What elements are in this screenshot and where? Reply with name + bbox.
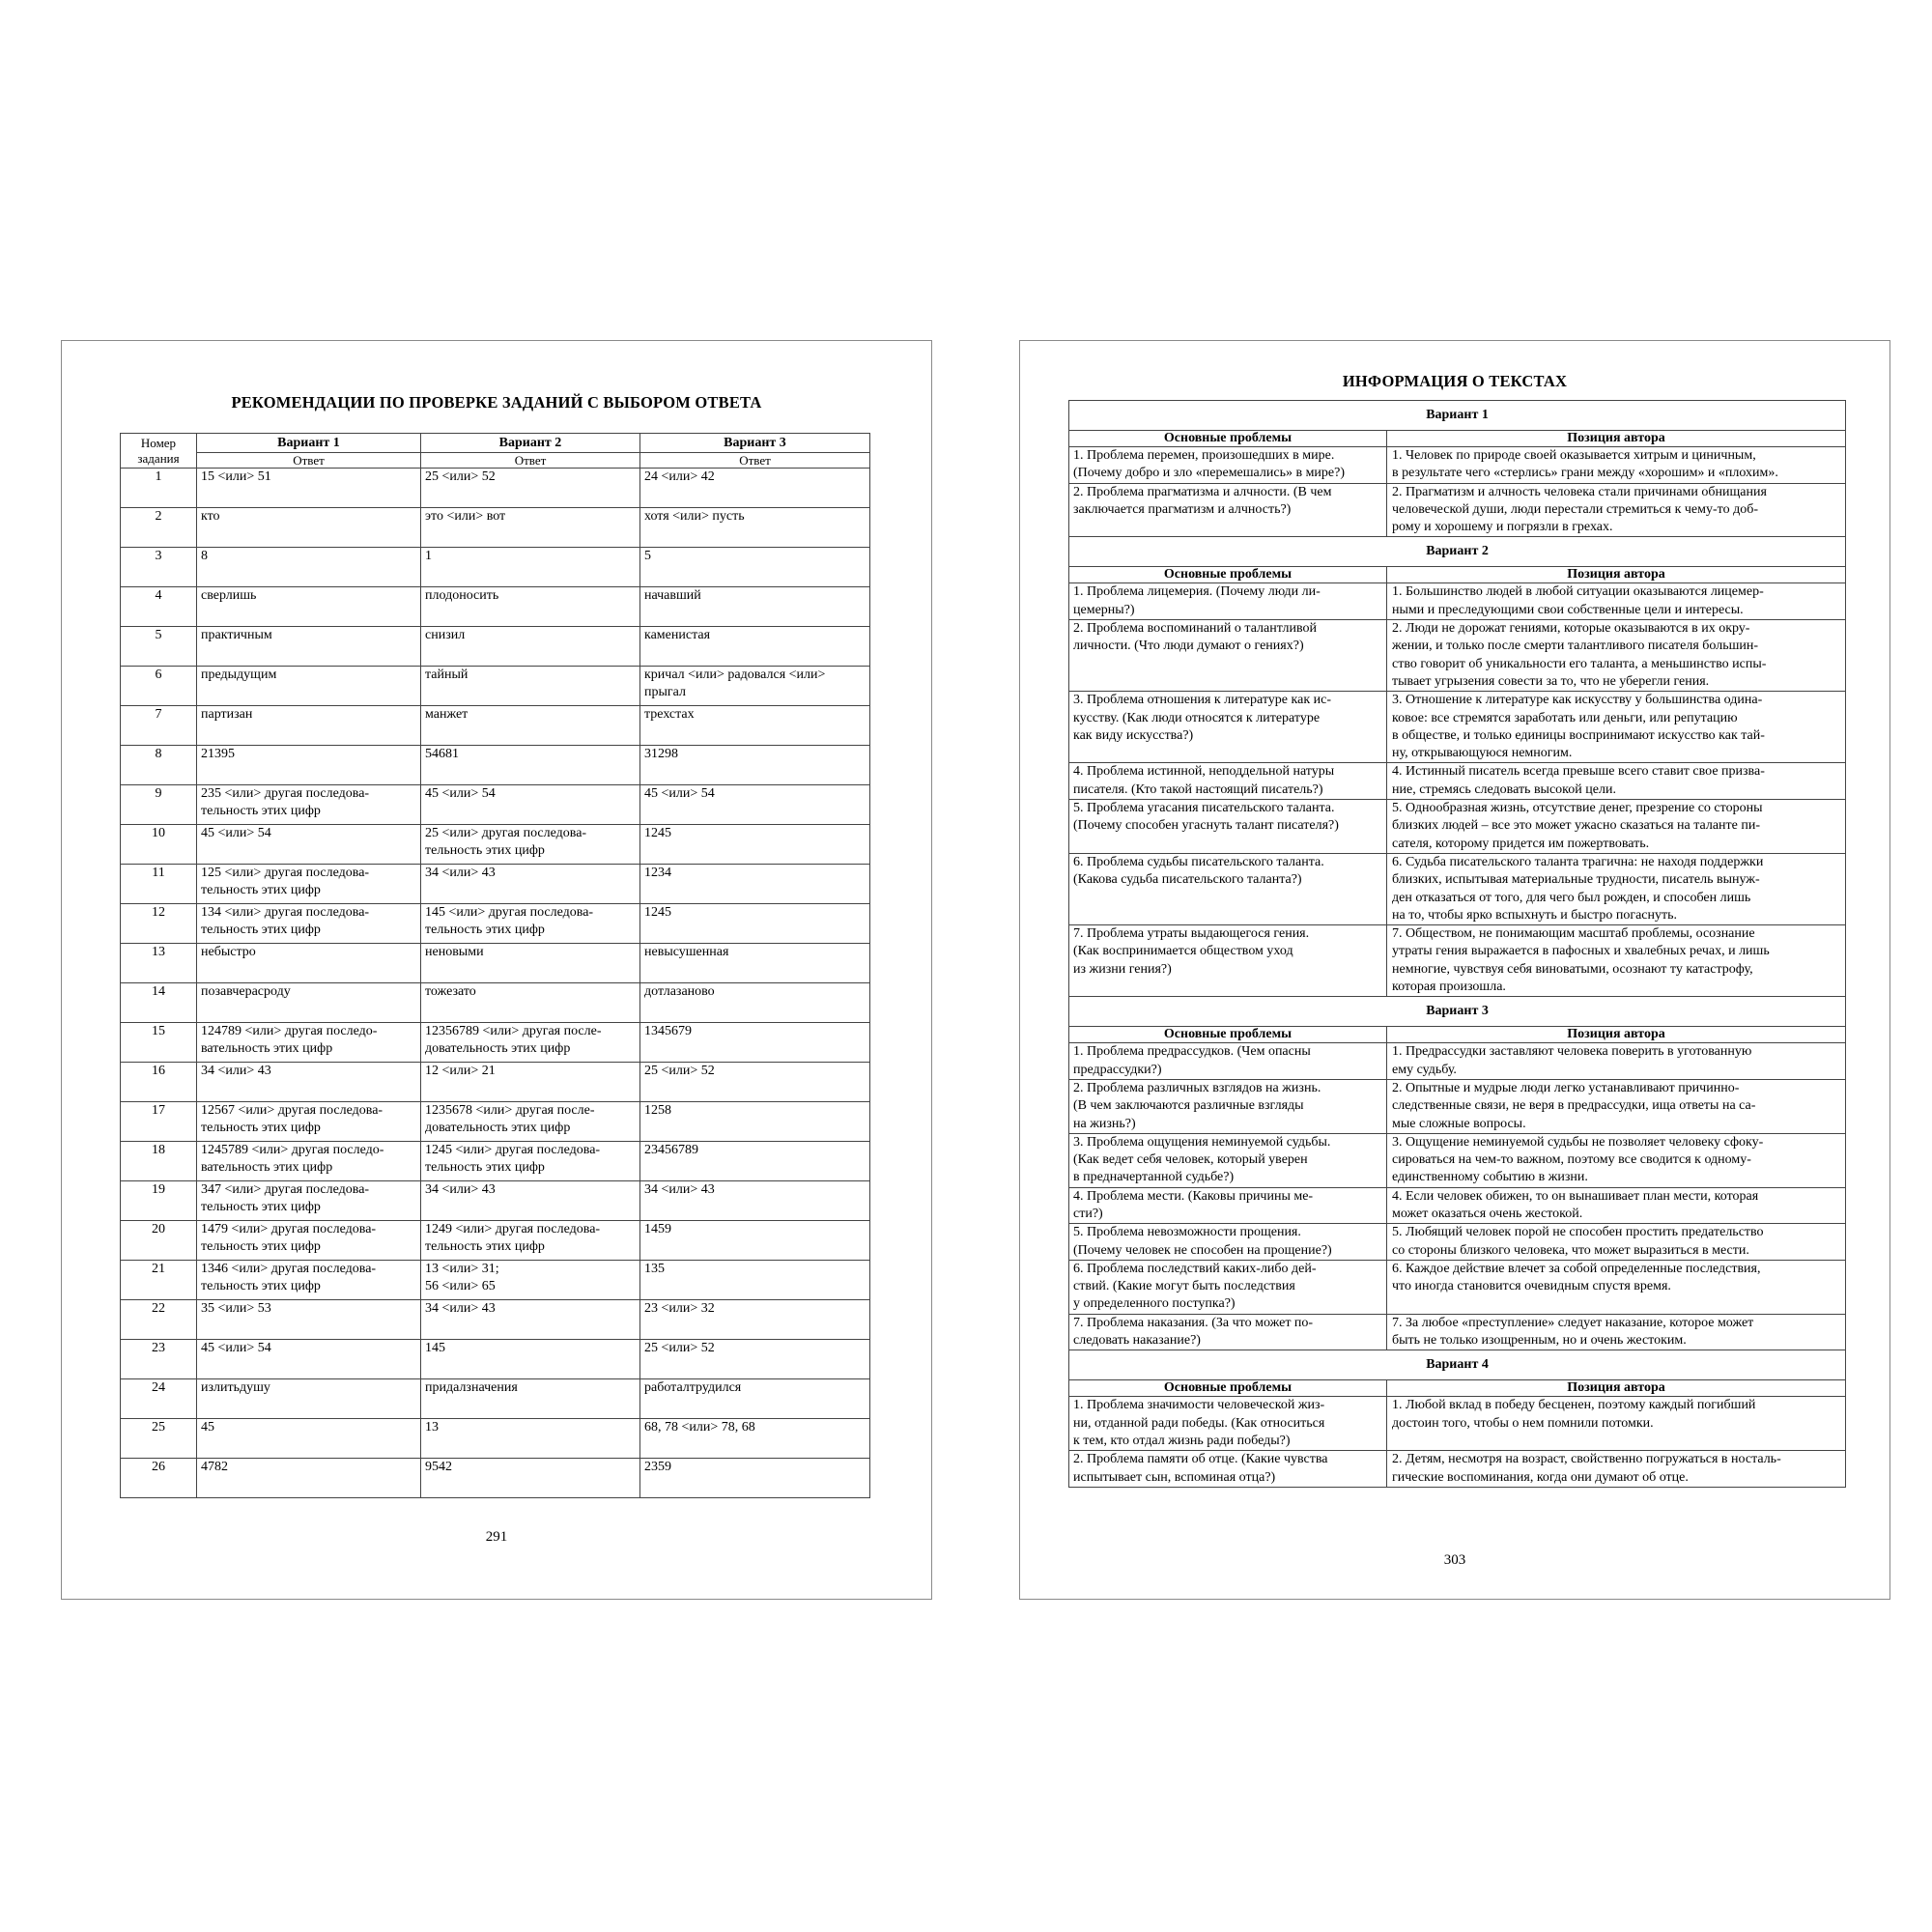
variant-title-row — [1069, 997, 1846, 1027]
table-row — [121, 865, 870, 904]
column-header-problems: Основные проблемы — [1069, 1027, 1387, 1043]
table-row — [1069, 853, 1846, 924]
task-number: 2 — [121, 508, 197, 548]
answer-cell-variant-3: 23 <или> 32 — [640, 1300, 870, 1340]
problem-cell: 5. Проблема угасания писательского таланта. (Почему способен угаснуть талант писателя?) — [1069, 800, 1387, 854]
answer-cell-variant-1: 34 <или> 43 — [197, 1063, 421, 1102]
table-row — [1069, 483, 1846, 537]
left-page — [61, 340, 932, 1600]
problem-cell: 2. Проблема памяти об отце. (Какие чувства испытывает сын, вспоминая отца?) — [1069, 1451, 1387, 1488]
table-row — [121, 1142, 870, 1181]
column-header-position: Позиция автора — [1387, 1380, 1846, 1397]
answer-cell-variant-2: 34 <или> 43 — [421, 1300, 640, 1340]
table-row — [121, 587, 870, 627]
task-number: 11 — [121, 865, 197, 904]
answer-cell-variant-3: кричал <или> радовался <или> прыгал — [640, 667, 870, 706]
answer-cell-variant-1: 15 <или> 51 — [197, 469, 421, 508]
author-position-cell: 6. Каждое действие влечет за собой определенные последствия, что иногда становится очевидным спустя время. — [1387, 1260, 1846, 1314]
task-number: 15 — [121, 1023, 197, 1063]
answer-cell-variant-1: 1346 <или> другая последова-тельность этих цифр — [197, 1261, 421, 1300]
table-row — [121, 983, 870, 1023]
author-position-cell: 2. Прагматизм и алчность человека стали причинами обнищания человеческой души, люди перестали стремиться к чему-то доб- рому и хорошему и погрязли в грехах. — [1387, 483, 1846, 537]
author-position-cell: 5. Однообразная жизнь, отсутствие денег, презрение со стороны близких людей – все это может ужасно сказаться на таланте пи- сателя, которому придется им пожертвовать. — [1387, 800, 1846, 854]
answer-cell-variant-2: 34 <или> 43 — [421, 1181, 640, 1221]
author-position-cell: 1. Любой вклад в победу бесценен, поэтому каждый погибший достоин того, чтобы о нем помнили потомки. — [1387, 1397, 1846, 1451]
table-row — [1069, 763, 1846, 800]
problem-cell: 1. Проблема значимости человеческой жиз- ни, отданной ради победы. (Как относиться к тем, кто отдал жизнь ради победы?) — [1069, 1397, 1387, 1451]
column-header-row — [1069, 1380, 1846, 1397]
answer-cell-variant-1: 45 — [197, 1419, 421, 1459]
table-row — [1069, 800, 1846, 854]
task-number: 17 — [121, 1102, 197, 1142]
problem-cell: 6. Проблема судьбы писательского таланта. (Какова судьба писательского таланта?) — [1069, 853, 1387, 924]
answer-cell-variant-2: 13 <или> 31; 56 <или> 65 — [421, 1261, 640, 1300]
problem-cell: 6. Проблема последствий каких-либо дей- ствий. (Какие могут быть последствия у определенного поступка?) — [1069, 1260, 1387, 1314]
answer-cell-variant-1: 8 — [197, 548, 421, 587]
column-header-row — [1069, 1027, 1846, 1043]
task-number: 7 — [121, 706, 197, 746]
answer-cell-variant-2: тожезато — [421, 983, 640, 1023]
answer-cell-variant-3: начавший — [640, 587, 870, 627]
answer-cell-variant-3: работалтрудился — [640, 1379, 870, 1419]
variant-title: Вариант 1 — [1069, 401, 1846, 431]
answer-cell-variant-1: практичным — [197, 627, 421, 667]
task-number: 3 — [121, 548, 197, 587]
table-row — [121, 1102, 870, 1142]
answer-cell-variant-2: 12 <или> 21 — [421, 1063, 640, 1102]
task-number: 10 — [121, 825, 197, 865]
task-number: 25 — [121, 1419, 197, 1459]
table-row — [1069, 1224, 1846, 1261]
answer-cell-variant-3: 68, 78 <или> 78, 68 — [640, 1419, 870, 1459]
answer-cell-variant-1: 1245789 <или> другая последо-вательность этих цифр — [197, 1142, 421, 1181]
answer-cell-variant-1: 21395 — [197, 746, 421, 785]
answer-cell-variant-3: 23456789 — [640, 1142, 870, 1181]
answer-cell-variant-3: 5 — [640, 548, 870, 587]
answer-cell-variant-1: 45 <или> 54 — [197, 825, 421, 865]
author-position-cell: 5. Любящий человек порой не способен простить предательство со стороны близкого человека, что может выразиться в мести. — [1387, 1224, 1846, 1261]
problem-cell: 2. Проблема воспоминаний о талантливой личности. (Что люди думают о гениях?) — [1069, 620, 1387, 692]
answer-cell-variant-3: 1234 — [640, 865, 870, 904]
answer-cell-variant-2: 54681 — [421, 746, 640, 785]
problem-cell: 3. Проблема отношения к литературе как ис- кусству. (Как люди относятся к литературе как виду искусства?) — [1069, 692, 1387, 763]
answer-cell-variant-3: 135 — [640, 1261, 870, 1300]
problem-cell: 3. Проблема ощущения неминуемой судьбы. (Как ведет себя человек, который уверен в предначертанной судьбе?) — [1069, 1133, 1387, 1187]
answer-cell-variant-2: 9542 — [421, 1459, 640, 1498]
header-answer: Ответ — [640, 453, 870, 469]
table-row — [121, 1379, 870, 1419]
problem-cell: 2. Проблема прагматизма и алчности. (В чем заключается прагматизм и алчность?) — [1069, 483, 1387, 537]
task-number: 13 — [121, 944, 197, 983]
answer-cell-variant-2: 1249 <или> другая последова-тельность этих цифр — [421, 1221, 640, 1261]
variant-title-row — [1069, 537, 1846, 567]
author-position-cell: 1. Предрассудки заставляют человека поверить в уготованную ему судьбу. — [1387, 1043, 1846, 1080]
problem-cell: 4. Проблема мести. (Каковы причины ме- сти?) — [1069, 1187, 1387, 1224]
author-position-cell: 3. Отношение к литературе как искусству у большинства одина- ковое: все стремятся заработать или деньги, или репутацию в обществе, и только единицы воспринимают искусство как тай- ну, открывающуюся немногим. — [1387, 692, 1846, 763]
answer-cell-variant-3: невысушенная — [640, 944, 870, 983]
author-position-cell: 4. Если человек обижен, то он вынашивает план мести, которая может оказаться очень жестокой. — [1387, 1187, 1846, 1224]
table-row — [121, 1340, 870, 1379]
author-position-cell: 4. Истинный писатель всегда превыше всего ставит свое призва- ние, стремясь следовать высокой цели. — [1387, 763, 1846, 800]
answer-cell-variant-1: 1479 <или> другая последова-тельность этих цифр — [197, 1221, 421, 1261]
table-row — [121, 825, 870, 865]
answer-cell-variant-1: 235 <или> другая последова-тельность этих цифр — [197, 785, 421, 825]
table-row — [121, 1300, 870, 1340]
task-number: 14 — [121, 983, 197, 1023]
answer-cell-variant-1: кто — [197, 508, 421, 548]
table-row — [121, 1221, 870, 1261]
answer-cell-variant-2: 1245 <или> другая последова-тельность этих цифр — [421, 1142, 640, 1181]
task-number: 9 — [121, 785, 197, 825]
answer-cell-variant-2: неновыми — [421, 944, 640, 983]
problem-cell: 4. Проблема истинной, неподдельной натуры писателя. (Кто такой настоящий писатель?) — [1069, 763, 1387, 800]
task-number: 12 — [121, 904, 197, 944]
answer-cell-variant-1: 35 <или> 53 — [197, 1300, 421, 1340]
column-header-row — [1069, 567, 1846, 583]
column-header-problems: Основные проблемы — [1069, 1380, 1387, 1397]
author-position-cell: 6. Судьба писательского таланта трагична: не находя поддержки близких, испытывая материальные трудности, писатель вынуж- ден отказаться от того, для чего был рожден, и способен лишь на то, чтобы ярко вспыхнуть и быстро погаснуть. — [1387, 853, 1846, 924]
problem-cell: 2. Проблема различных взглядов на жизнь. (В чем заключаются различные взгляды на жизнь?) — [1069, 1079, 1387, 1133]
table-row — [121, 944, 870, 983]
answer-cell-variant-1: 12567 <или> другая последова-тельность этих цифр — [197, 1102, 421, 1142]
answer-cell-variant-1: 347 <или> другая последова-тельность этих цифр — [197, 1181, 421, 1221]
table-row — [121, 785, 870, 825]
table-row — [121, 667, 870, 706]
variant-title-row — [1069, 401, 1846, 431]
answer-cell-variant-1: 124789 <или> другая последо-вательность этих цифр — [197, 1023, 421, 1063]
task-number: 20 — [121, 1221, 197, 1261]
answer-cell-variant-2: 34 <или> 43 — [421, 865, 640, 904]
answer-cell-variant-1: позавчерасроду — [197, 983, 421, 1023]
answer-cell-variant-2: манжет — [421, 706, 640, 746]
answer-cell-variant-2: плодоносить — [421, 587, 640, 627]
author-position-cell: 7. За любое «преступление» следует наказание, которое может быть не только изощренным, но и очень жестоким. — [1387, 1314, 1846, 1350]
header-task-number: Номер задания — [121, 434, 197, 469]
table-row — [1069, 1397, 1846, 1451]
author-position-cell: 1. Человек по природе своей оказывается хитрым и циничным, в результате чего «стерлись» грани между «хорошим» и «плохим». — [1387, 447, 1846, 484]
answer-cell-variant-2: это <или> вот — [421, 508, 640, 548]
table-row — [121, 1459, 870, 1498]
answer-cell-variant-2: снизил — [421, 627, 640, 667]
task-number: 19 — [121, 1181, 197, 1221]
header-variant-1: Вариант 1 — [197, 434, 421, 453]
table-row — [121, 1063, 870, 1102]
column-header-problems: Основные проблемы — [1069, 567, 1387, 583]
column-header-position: Позиция автора — [1387, 431, 1846, 447]
answer-cell-variant-3: 25 <или> 52 — [640, 1063, 870, 1102]
header-answer: Ответ — [197, 453, 421, 469]
variant-title: Вариант 2 — [1069, 537, 1846, 567]
answer-cell-variant-3: каменистая — [640, 627, 870, 667]
page-title: РЕКОМЕНДАЦИИ ПО ПРОВЕРКЕ ЗАДАНИЙ С ВЫБОРОМ ОТВЕТА — [231, 393, 762, 412]
table-row — [1069, 1187, 1846, 1224]
answer-cell-variant-2: 1 — [421, 548, 640, 587]
answer-cell-variant-2: 25 <или> 52 — [421, 469, 640, 508]
table-row — [1069, 1260, 1846, 1314]
author-position-cell: 2. Детям, несмотря на возраст, свойственно погружаться в носталь- гические воспоминания, когда они думают об отце. — [1387, 1451, 1846, 1488]
answer-cell-variant-3: 1245 — [640, 825, 870, 865]
answer-cell-variant-3: 1258 — [640, 1102, 870, 1142]
task-number: 23 — [121, 1340, 197, 1379]
task-number: 18 — [121, 1142, 197, 1181]
answer-cell-variant-1: 4782 — [197, 1459, 421, 1498]
table-row — [121, 548, 870, 587]
answer-cell-variant-1: предыдущим — [197, 667, 421, 706]
answer-cell-variant-1: партизан — [197, 706, 421, 746]
task-number: 26 — [121, 1459, 197, 1498]
info-body — [1069, 401, 1846, 1488]
answers-table — [120, 433, 870, 1498]
variant-title: Вариант 4 — [1069, 1350, 1846, 1380]
variant-title: Вариант 3 — [1069, 997, 1846, 1027]
column-header-position: Позиция автора — [1387, 1027, 1846, 1043]
table-row — [1069, 1133, 1846, 1187]
table-row — [1069, 1043, 1846, 1080]
table-row — [121, 1181, 870, 1221]
right-page — [1019, 340, 1890, 1600]
answer-cell-variant-3: 25 <или> 52 — [640, 1340, 870, 1379]
answer-cell-variant-3: 24 <или> 42 — [640, 469, 870, 508]
answer-cell-variant-2: 13 — [421, 1419, 640, 1459]
answer-cell-variant-2: 145 — [421, 1340, 640, 1379]
task-number: 8 — [121, 746, 197, 785]
answer-cell-variant-2: 45 <или> 54 — [421, 785, 640, 825]
table-row — [1069, 447, 1846, 484]
answer-cell-variant-3: 1345679 — [640, 1023, 870, 1063]
task-number: 6 — [121, 667, 197, 706]
answer-cell-variant-1: 134 <или> другая последова-тельность этих цифр — [197, 904, 421, 944]
table-row — [121, 1023, 870, 1063]
answer-cell-variant-3: 45 <или> 54 — [640, 785, 870, 825]
answer-cell-variant-2: тайный — [421, 667, 640, 706]
column-header-position: Позиция автора — [1387, 567, 1846, 583]
variant-title-row — [1069, 1350, 1846, 1380]
answer-cell-variant-2: 1235678 <или> другая после-довательность этих цифр — [421, 1102, 640, 1142]
task-number: 5 — [121, 627, 197, 667]
answer-cell-variant-1: 125 <или> другая последова-тельность этих цифр — [197, 865, 421, 904]
texts-info-table — [1068, 400, 1846, 1488]
header-variant-3: Вариант 3 — [640, 434, 870, 453]
column-header-row — [1069, 431, 1846, 447]
table-row — [121, 706, 870, 746]
task-number: 22 — [121, 1300, 197, 1340]
answer-cell-variant-1: 45 <или> 54 — [197, 1340, 421, 1379]
answer-cell-variant-3: 2359 — [640, 1459, 870, 1498]
problem-cell: 7. Проблема утраты выдающегося гения. (Как воспринимается обществом уход из жизни гения?) — [1069, 925, 1387, 997]
answer-cell-variant-1: небыстро — [197, 944, 421, 983]
answer-cell-variant-3: хотя <или> пусть — [640, 508, 870, 548]
problem-cell: 5. Проблема невозможности прощения. (Почему человек не способен на прощение?) — [1069, 1224, 1387, 1261]
answers-body — [121, 469, 870, 1498]
table-row — [1069, 1079, 1846, 1133]
answer-cell-variant-2: 12356789 <или> другая после-довательность этих цифр — [421, 1023, 640, 1063]
table-row — [1069, 1314, 1846, 1350]
table-row — [1069, 692, 1846, 763]
task-number: 16 — [121, 1063, 197, 1102]
page-number: 291 — [485, 1529, 508, 1545]
answer-cell-variant-3: 1245 — [640, 904, 870, 944]
table-row — [121, 746, 870, 785]
author-position-cell: 1. Большинство людей в любой ситуации оказываются лицемер- ными и преследующими свои собственные цели и интересы. — [1387, 583, 1846, 620]
author-position-cell: 2. Люди не дорожат гениями, которые оказываются в их окру- жении, и только после смерти талантливого писателя большин- ство говорит об уникальности его таланта, а меньшинство испы- тывает угрызения совести за то, что не уберегли гения. — [1387, 620, 1846, 692]
table-row — [1069, 1451, 1846, 1488]
table-row — [1069, 925, 1846, 997]
author-position-cell: 2. Опытные и мудрые люди легко устанавливают причинно- следственные связи, не веря в предрассудки, ища ответы на са- мые сложные вопросы. — [1387, 1079, 1846, 1133]
answer-cell-variant-3: дотлазаново — [640, 983, 870, 1023]
page-number: 303 — [1443, 1552, 1466, 1568]
task-number: 24 — [121, 1379, 197, 1419]
header-variant-2: Вариант 2 — [421, 434, 640, 453]
task-number: 21 — [121, 1261, 197, 1300]
task-number: 4 — [121, 587, 197, 627]
table-row — [1069, 583, 1846, 620]
author-position-cell: 7. Обществом, не понимающим масштаб проблемы, осознание утраты гения выражается в пафосных и хвалебных речах, и лишь немногие, чувствуя себя виноватыми, осознают ту катастрофу, которая произошла. — [1387, 925, 1846, 997]
table-row — [121, 1419, 870, 1459]
author-position-cell: 3. Ощущение неминуемой судьбы не позволяет человеку сфоку- сироваться на чем-то важном, поэтому все сводится к одному- единственному событию в жизни. — [1387, 1133, 1846, 1187]
table-row — [121, 1261, 870, 1300]
table-row — [121, 904, 870, 944]
answer-cell-variant-2: придалзначения — [421, 1379, 640, 1419]
table-row — [121, 627, 870, 667]
table-row — [121, 469, 870, 508]
problem-cell: 7. Проблема наказания. (За что может по- следовать наказание?) — [1069, 1314, 1387, 1350]
problem-cell: 1. Проблема перемен, произошедших в мире. (Почему добро и зло «перемешались» в мире?) — [1069, 447, 1387, 484]
page-title: ИНФОРМАЦИЯ О ТЕКСТАХ — [1342, 372, 1568, 390]
answer-cell-variant-3: 31298 — [640, 746, 870, 785]
answer-cell-variant-1: сверлишь — [197, 587, 421, 627]
problem-cell: 1. Проблема лицемерия. (Почему люди ли- цемерны?) — [1069, 583, 1387, 620]
answer-cell-variant-3: трехстах — [640, 706, 870, 746]
problem-cell: 1. Проблема предрассудков. (Чем опасны предрассудки?) — [1069, 1043, 1387, 1080]
table-row — [1069, 620, 1846, 692]
header-answer: Ответ — [421, 453, 640, 469]
answer-cell-variant-2: 25 <или> другая последова-тельность этих цифр — [421, 825, 640, 865]
answer-cell-variant-1: излитьдушу — [197, 1379, 421, 1419]
column-header-problems: Основные проблемы — [1069, 431, 1387, 447]
table-row — [121, 508, 870, 548]
answer-cell-variant-3: 34 <или> 43 — [640, 1181, 870, 1221]
answer-cell-variant-2: 145 <или> другая последова-тельность этих цифр — [421, 904, 640, 944]
task-number: 1 — [121, 469, 197, 508]
answer-cell-variant-3: 1459 — [640, 1221, 870, 1261]
